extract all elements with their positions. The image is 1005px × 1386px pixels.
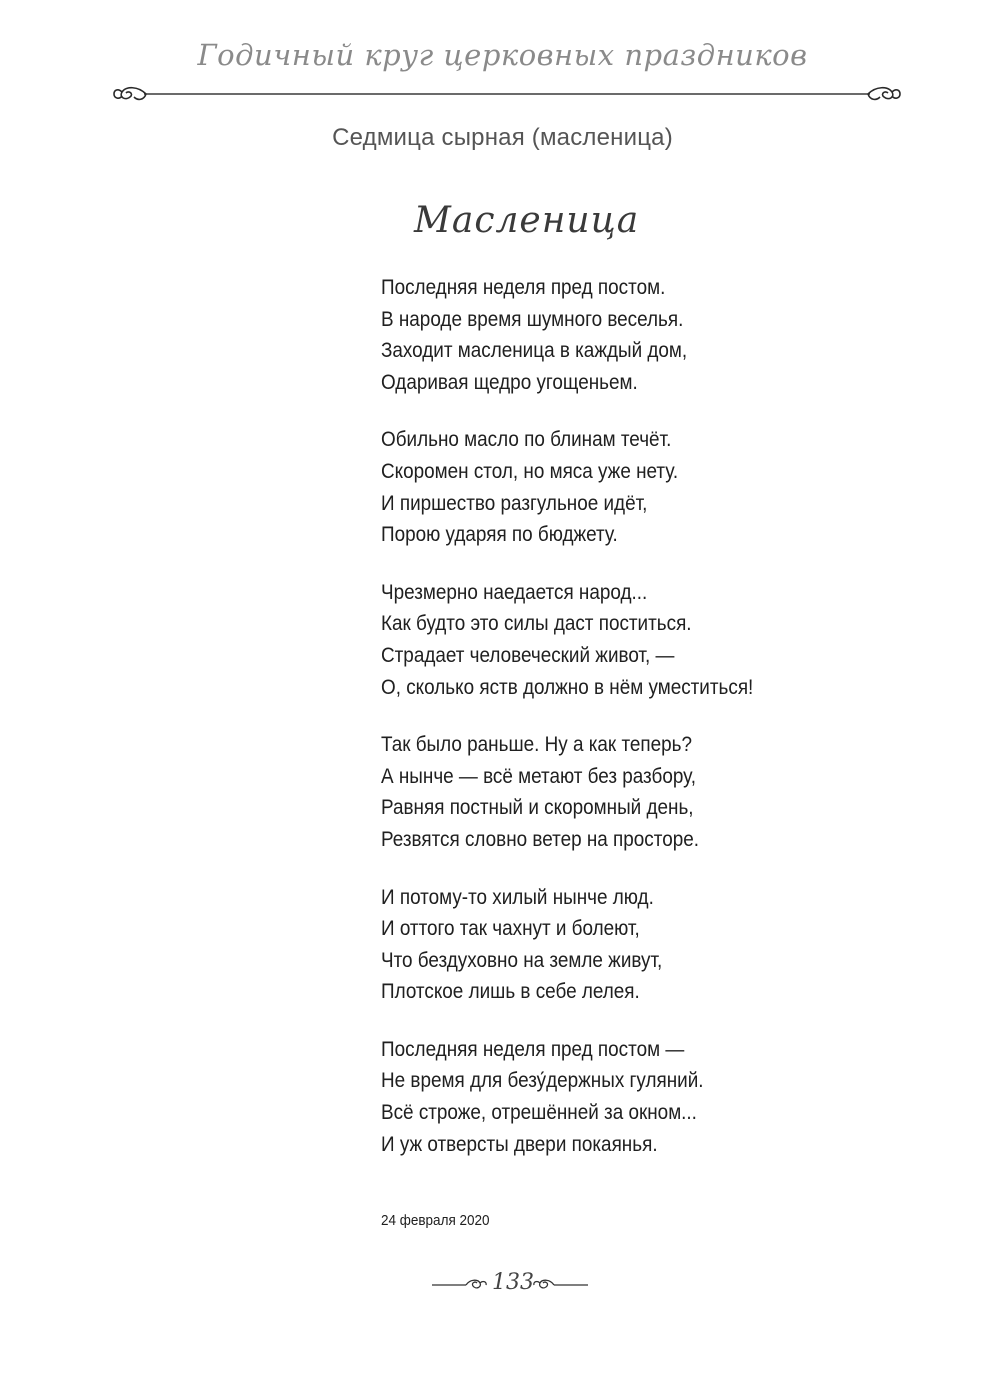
poem-line: Последняя неделя пред постом. (381, 276, 666, 299)
poem-line: Страдает человеческий живот, — (381, 643, 675, 667)
poem-line: Скоромен стол, но мяса уже нету. (381, 459, 679, 483)
poem-line: В народе время шумного веселья. (381, 307, 684, 331)
footer-left-flourish-icon (432, 1280, 486, 1288)
poem-stanza (381, 729, 981, 855)
poem-line: Равняя постный и скоромный день, (381, 796, 694, 820)
poem-line: Одаривая щедро угощеньем. (381, 370, 638, 394)
poem-date: 24 февраля 2020 (381, 1212, 490, 1229)
poem-line: Порою ударяя по бюджету. (381, 523, 618, 547)
poem-line: Резвятся словно ветер на просторе. (381, 827, 699, 851)
poem-line: Плотское лишь в себе лелея. (381, 980, 640, 1004)
poem-line: Как будто это силы даст поститься. (381, 612, 692, 636)
poem-body (381, 272, 981, 1186)
poem-line: Последняя неделя пред постом — (381, 1037, 685, 1061)
poem-title: Масленица (414, 200, 640, 241)
poem-line: И оттого так чахнут и болеют, (381, 917, 640, 941)
poem-line: Не время для безу́держных гуляний. (381, 1069, 704, 1093)
poem-line: Заходит масленица в каждый дом, (381, 339, 688, 363)
left-flourish-icon (114, 88, 146, 100)
poem-line: Что бездуховно на земле живут, (381, 948, 663, 972)
poem-line: А нынче — всё метают без разбору, (381, 764, 696, 788)
header-ornament-rule (112, 82, 902, 106)
poem-line: О, сколько яств должно в нём уместиться! (381, 675, 754, 699)
poem-stanza (381, 1034, 981, 1160)
poem-stanza (381, 577, 981, 703)
poem-line: И уж отверсты двери покаянья. (381, 1132, 658, 1156)
poem-stanza (381, 882, 981, 1008)
page-number: 133 (492, 1270, 534, 1295)
poem-line: И пиршество разгульное идёт, (381, 491, 648, 515)
right-flourish-icon (868, 88, 900, 100)
section-title: Седмица сырная (масленица) (332, 124, 673, 151)
running-title: Годичный круг церковных праздников (197, 38, 808, 72)
poem-stanza (381, 424, 981, 550)
poem-line: Обильно масло по блинам течёт. (381, 428, 672, 452)
poem-stanza (381, 272, 981, 398)
poem-line: Чрезмерно наедается народ... (381, 580, 648, 604)
poem-line: И потому-то хилый нынче люд. (381, 885, 654, 909)
poem-line: Всё строже, отрешённей за окном... (381, 1101, 697, 1125)
footer-right-flourish-icon (534, 1280, 588, 1288)
poem-line: Так было раньше. Ну а как теперь? (381, 733, 693, 757)
